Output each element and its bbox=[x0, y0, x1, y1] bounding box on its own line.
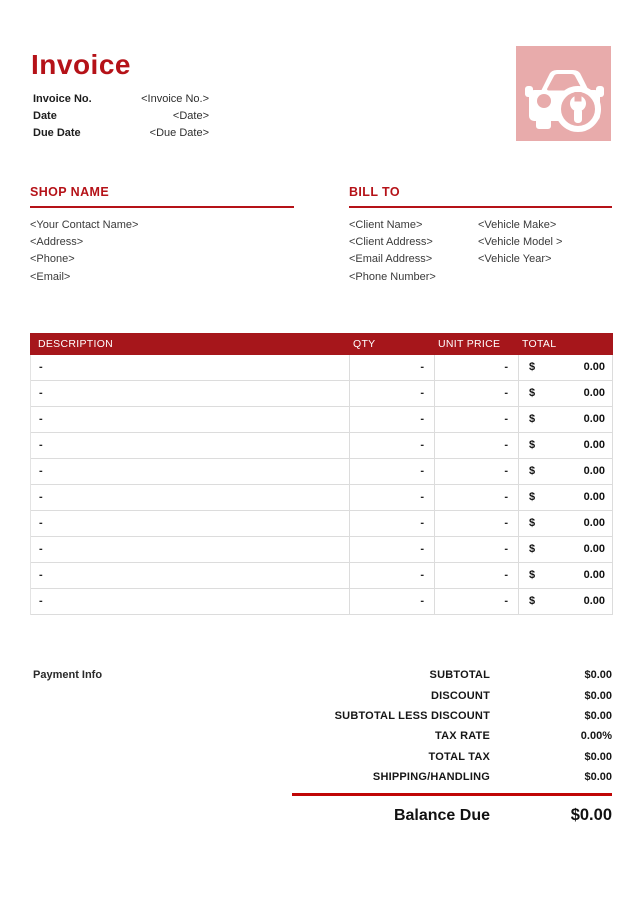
meta-label: Invoice No. bbox=[33, 93, 92, 105]
vehicle-line: <Vehicle Year> bbox=[478, 253, 552, 266]
cell-qty: - bbox=[349, 485, 434, 510]
cell-total bbox=[518, 355, 612, 380]
summary-totals bbox=[33, 665, 612, 787]
client-line: <Phone Number> bbox=[349, 270, 436, 283]
cell-total bbox=[518, 485, 612, 510]
cell-unit-price: - bbox=[434, 355, 518, 380]
cell-qty: - bbox=[349, 459, 434, 484]
vehicle-line: <Vehicle Model > bbox=[478, 236, 563, 249]
cell-description: - bbox=[39, 465, 43, 477]
cell-description: - bbox=[39, 595, 43, 607]
col-unit-price: UNIT PRICE bbox=[438, 338, 501, 350]
table-row bbox=[31, 459, 612, 485]
table-row bbox=[31, 563, 612, 589]
shop-heading: SHOP NAME bbox=[30, 185, 294, 208]
summary-row bbox=[33, 665, 612, 685]
cell-qty: - bbox=[349, 355, 434, 380]
cell-unit-price: - bbox=[434, 433, 518, 458]
items-table bbox=[30, 333, 613, 615]
cell-amount: 0.00 bbox=[583, 413, 605, 425]
summary-value: 0.00% bbox=[580, 730, 612, 743]
vehicle-line: <Vehicle Make> bbox=[478, 219, 557, 231]
cell-qty: - bbox=[349, 433, 434, 458]
shop-line: <Email> bbox=[30, 270, 71, 283]
currency-symbol: $ bbox=[529, 387, 536, 399]
cell-description: - bbox=[39, 387, 43, 399]
cell-qty: - bbox=[349, 589, 434, 614]
summary-value: $0.00 bbox=[584, 689, 612, 702]
balance-due-label: Balance Due bbox=[393, 807, 490, 824]
currency-symbol: $ bbox=[529, 543, 536, 555]
shop-line: <Your Contact Name> bbox=[30, 219, 139, 231]
meta-label: Date bbox=[33, 110, 57, 122]
balance-due-row bbox=[292, 793, 612, 825]
table-row bbox=[31, 537, 612, 563]
balance-due-value: $0.00 bbox=[570, 806, 612, 824]
items-table-body bbox=[30, 355, 613, 615]
cell-total bbox=[518, 511, 612, 536]
cell-qty: - bbox=[349, 407, 434, 432]
meta-value: <Invoice No.> bbox=[141, 93, 209, 105]
cell-qty: - bbox=[349, 511, 434, 536]
cell-amount: 0.00 bbox=[583, 439, 605, 451]
summary-row bbox=[33, 726, 612, 746]
cell-description: - bbox=[39, 439, 43, 451]
cell-amount: 0.00 bbox=[583, 517, 605, 529]
summary-value: $0.00 bbox=[584, 709, 612, 722]
col-total: TOTAL bbox=[522, 338, 557, 350]
bill-to-heading: BILL TO bbox=[349, 185, 612, 208]
currency-symbol: $ bbox=[529, 413, 536, 425]
table-row bbox=[31, 433, 612, 459]
summary-row bbox=[33, 706, 612, 726]
client-lines bbox=[349, 217, 478, 286]
cell-total bbox=[518, 433, 612, 458]
col-description: DESCRIPTION bbox=[38, 338, 114, 350]
summary-value: $0.00 bbox=[584, 669, 612, 682]
table-row bbox=[31, 589, 612, 615]
cell-total bbox=[518, 589, 612, 614]
summary-row bbox=[33, 767, 612, 787]
currency-symbol: $ bbox=[529, 361, 536, 373]
summary-label: SUBTOTAL LESS DISCOUNT bbox=[334, 709, 490, 722]
payment-info-label: Payment Info bbox=[33, 669, 103, 681]
meta-label: Due Date bbox=[33, 127, 81, 139]
currency-symbol: $ bbox=[529, 491, 536, 503]
currency-symbol: $ bbox=[529, 595, 536, 607]
summary-label: TAX RATE bbox=[435, 730, 490, 743]
summary-row bbox=[33, 747, 612, 767]
cell-amount: 0.00 bbox=[583, 465, 605, 477]
meta-value: <Due Date> bbox=[149, 127, 209, 139]
car-repair-icon bbox=[516, 46, 611, 141]
cell-description: - bbox=[39, 543, 43, 555]
client-line: <Client Name> bbox=[349, 219, 423, 231]
cell-total bbox=[518, 381, 612, 406]
client-line: <Email Address> bbox=[349, 253, 433, 266]
table-row bbox=[31, 381, 612, 407]
vehicle-lines bbox=[478, 217, 612, 286]
cell-amount: 0.00 bbox=[583, 543, 605, 555]
client-line: <Client Address> bbox=[349, 236, 433, 249]
cell-amount: 0.00 bbox=[583, 491, 605, 503]
cell-total bbox=[518, 407, 612, 432]
cell-unit-price: - bbox=[434, 459, 518, 484]
summary-label: TOTAL TAX bbox=[428, 750, 490, 763]
cell-amount: 0.00 bbox=[583, 595, 605, 607]
cell-unit-price: - bbox=[434, 381, 518, 406]
cell-unit-price: - bbox=[434, 563, 518, 588]
bill-to-section bbox=[349, 185, 612, 286]
cell-total bbox=[518, 563, 612, 588]
currency-symbol: $ bbox=[529, 439, 536, 451]
table-row bbox=[31, 355, 612, 381]
items-table-header bbox=[30, 333, 613, 355]
cell-description: - bbox=[39, 569, 43, 581]
table-row bbox=[31, 511, 612, 537]
cell-total bbox=[518, 537, 612, 562]
meta-value: <Date> bbox=[172, 110, 209, 122]
cell-unit-price: - bbox=[434, 407, 518, 432]
col-qty: QTY bbox=[353, 338, 376, 350]
cell-unit-price: - bbox=[434, 511, 518, 536]
page-title: Invoice bbox=[31, 49, 131, 80]
table-row bbox=[31, 485, 612, 511]
summary-value: $0.00 bbox=[584, 771, 612, 784]
cell-description: - bbox=[39, 413, 43, 425]
cell-total bbox=[518, 459, 612, 484]
summary-label: SHIPPING/HANDLING bbox=[372, 771, 490, 784]
shop-lines bbox=[30, 217, 294, 286]
cell-amount: 0.00 bbox=[583, 387, 605, 399]
summary-value: $0.00 bbox=[584, 750, 612, 763]
cell-description: - bbox=[39, 517, 43, 529]
currency-symbol: $ bbox=[529, 465, 536, 477]
table-row bbox=[31, 407, 612, 433]
cell-qty: - bbox=[349, 381, 434, 406]
summary-label: SUBTOTAL bbox=[429, 669, 490, 682]
cell-amount: 0.00 bbox=[583, 569, 605, 581]
cell-unit-price: - bbox=[434, 537, 518, 562]
cell-unit-price: - bbox=[434, 485, 518, 510]
cell-description: - bbox=[39, 361, 43, 373]
summary-label: DISCOUNT bbox=[430, 689, 490, 702]
summary-row bbox=[33, 685, 612, 705]
cell-description: - bbox=[39, 491, 43, 503]
cell-qty: - bbox=[349, 537, 434, 562]
shop-line: <Phone> bbox=[30, 253, 75, 266]
shop-line: <Address> bbox=[30, 236, 84, 249]
cell-qty: - bbox=[349, 563, 434, 588]
shop-section bbox=[30, 185, 294, 286]
cell-unit-price: - bbox=[434, 589, 518, 614]
currency-symbol: $ bbox=[529, 517, 536, 529]
invoice-meta bbox=[33, 93, 209, 140]
currency-symbol: $ bbox=[529, 569, 536, 581]
cell-amount: 0.00 bbox=[583, 361, 605, 373]
